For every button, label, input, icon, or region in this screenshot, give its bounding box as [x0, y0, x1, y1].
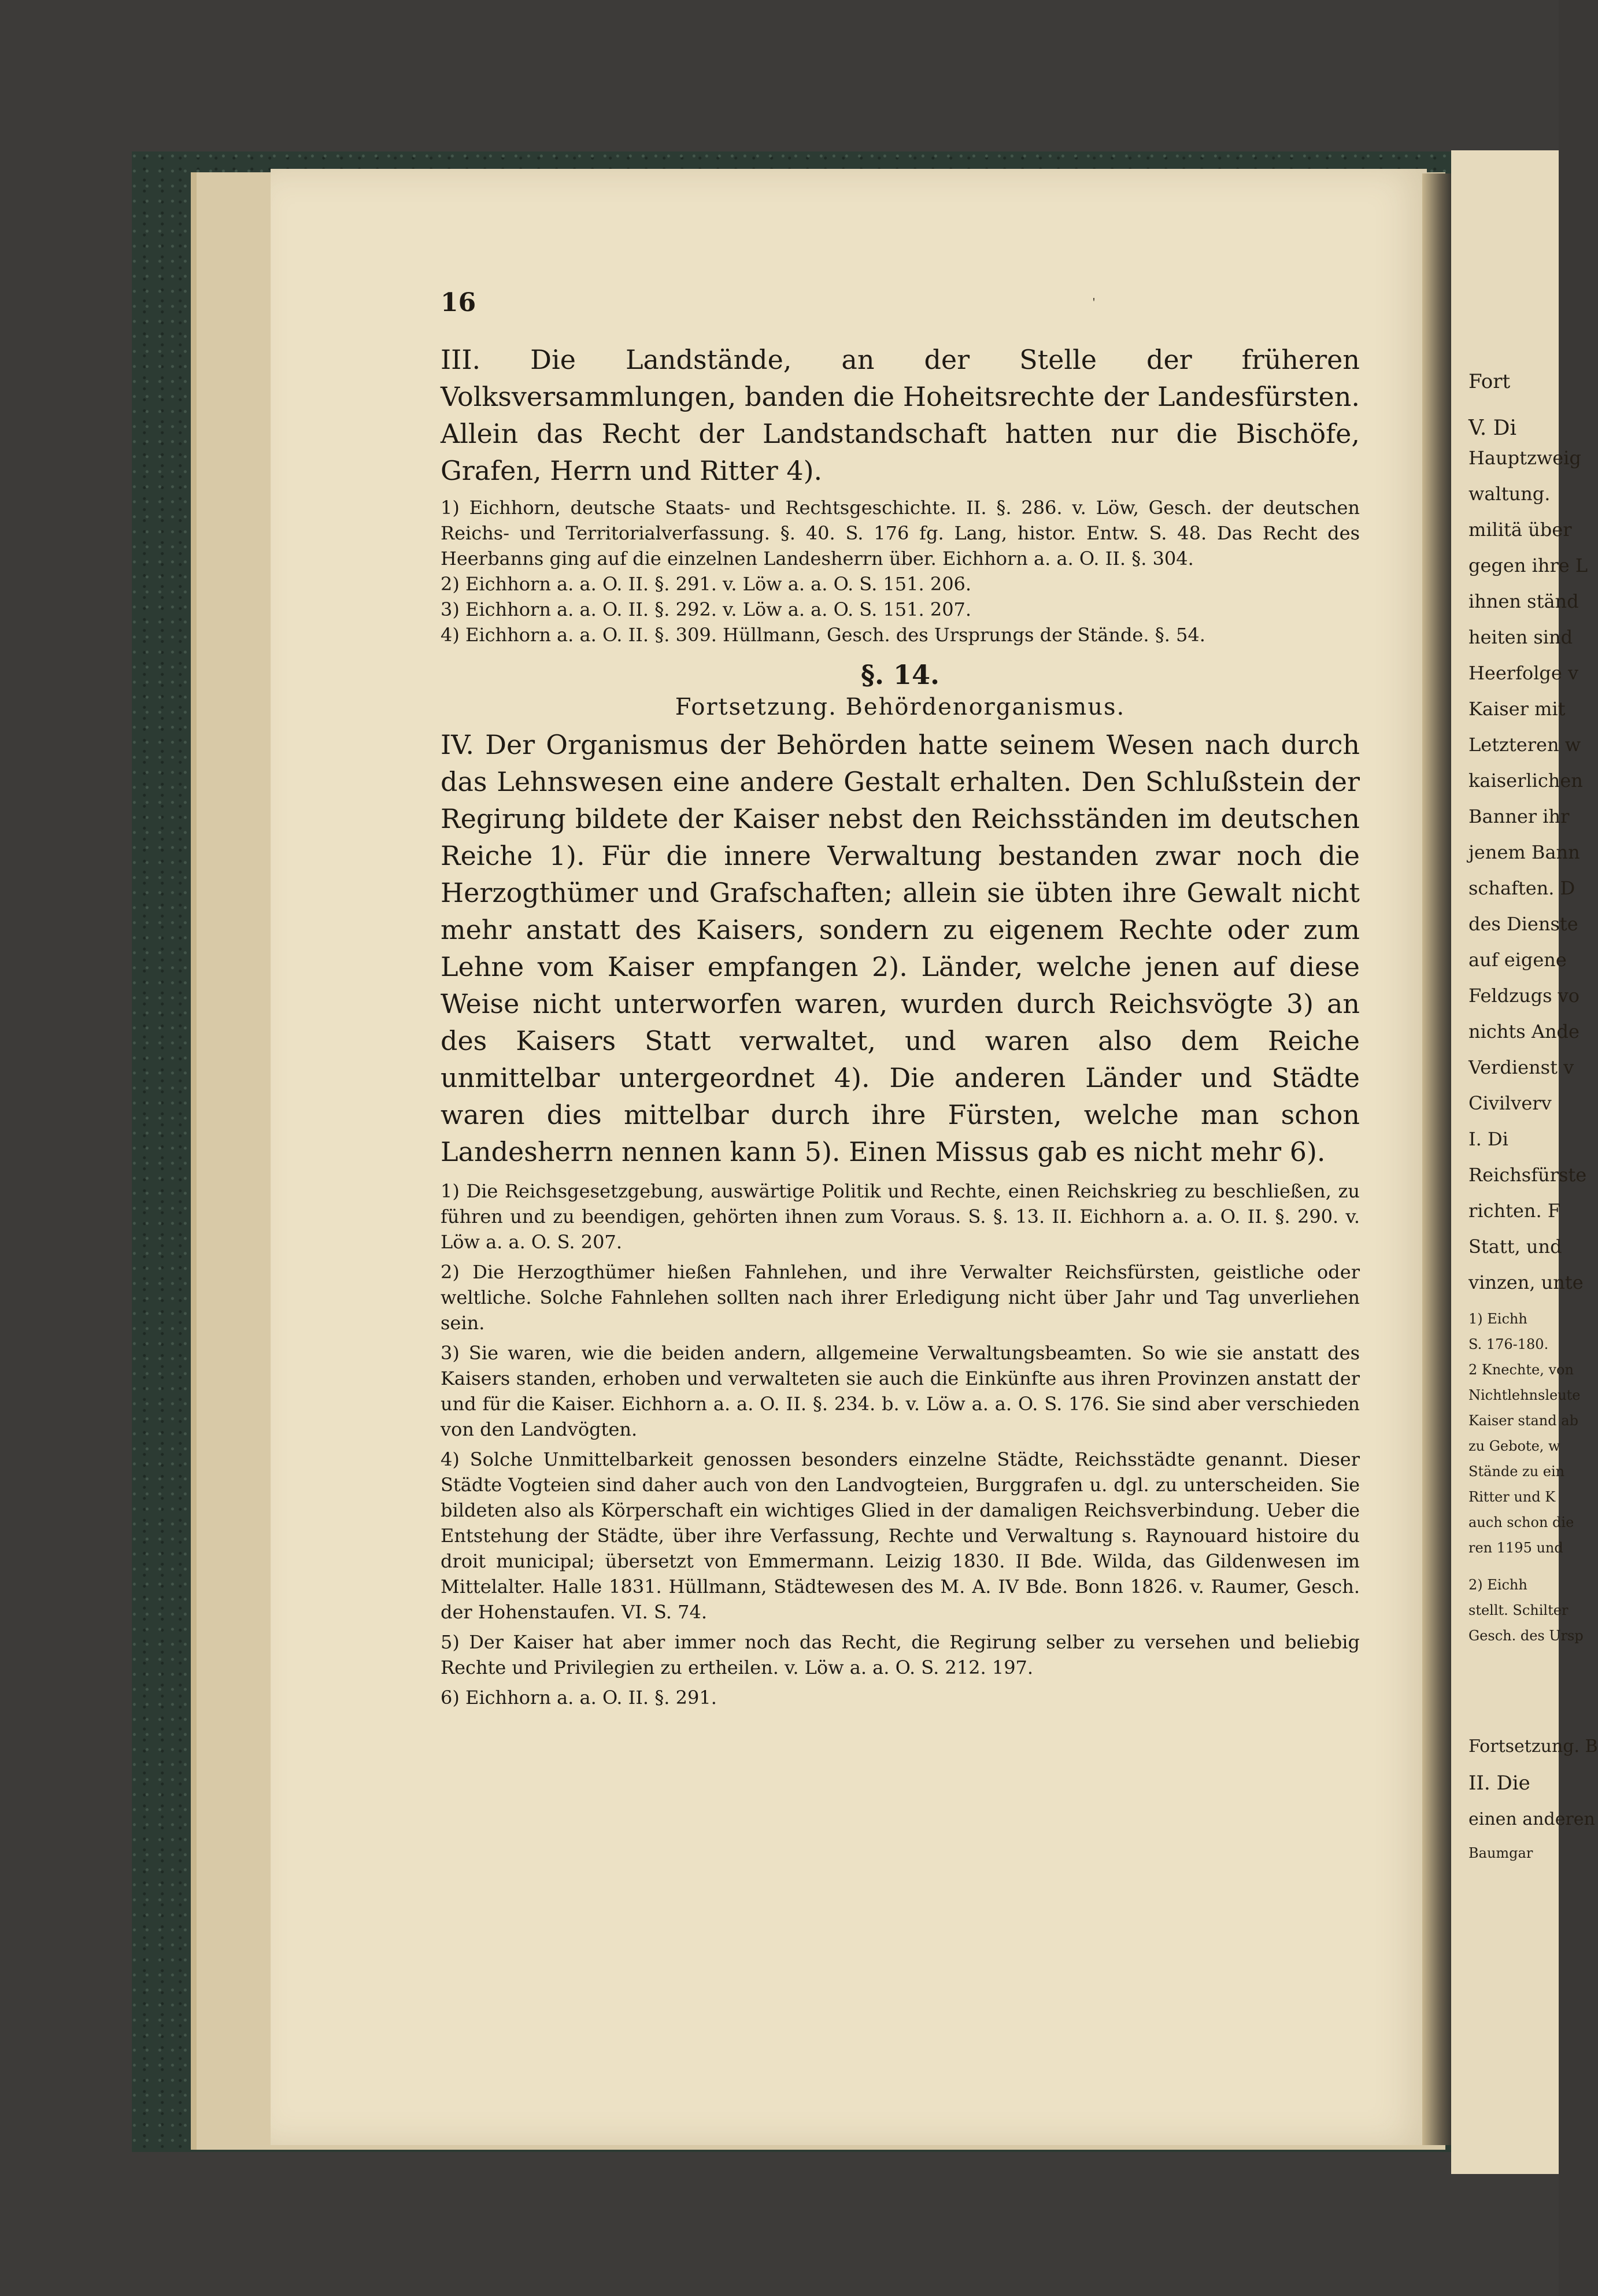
footnote: 2) Eichhorn a. a. O. II. §. 291. v. Löw a. a. O. S. 151. 206.	[441, 573, 972, 595]
footnote: 4) Eichhorn a. a. O. II. §. 309. Hüllmann, Gesch. des Ursprungs der Stände. §. 54.	[441, 624, 1205, 646]
right-fragment: militä über	[1468, 519, 1572, 541]
page-text	[441, 341, 1360, 1715]
right-page-edge	[1451, 150, 1598, 2174]
right-fragment: Civilverv	[1468, 1092, 1552, 1114]
right-fragment: Ritter und K	[1468, 1489, 1556, 1505]
right-fragment: V. Di	[1468, 416, 1516, 440]
right-fragment: auf eigene	[1468, 949, 1567, 971]
right-fragment: waltung.	[1468, 483, 1551, 505]
right-fragment: jenem Bann	[1468, 841, 1580, 863]
right-fragment: Feldzugs vo	[1468, 985, 1579, 1007]
right-fragment: zu Gebote, w	[1468, 1438, 1560, 1454]
footnote: 4) Solche Unmittelbarkeit genossen besonders einzelne Städte, Reichsstädte genannt. Dieser Städte Vogteien sind daher auch von den Landvogteien, Burggrafen u. dgl. zu unterscheiden. Sie bildeten also als Körperschaft ein wichtiges Glied in der damaligen Reichsverbindung. Ueber die Entstehung der Städte, über ihre Verfassung, Rechte und Verwaltung s. Raynouard histoire du droit municipal; übersetzt von Emmermann. Leizig 1830. II Bde. Wilda, das Gildenwesen im Mittelalter. Halle 1831. Hüllmann, Städtewesen des M. A. IV Bde. Bonn 1826. v. Raumer, Gesch. der Hohenstaufen. VI. S. 74.	[441, 1448, 1360, 1623]
right-fragment: schaften. D	[1468, 877, 1575, 899]
footnote: 1) Eichhorn, deutsche Staats- und Rechtsgeschichte. II. §. 286. v. Löw, Gesch. der deutschen Reichs- und Territorialverfassung. §. 40. S. 176 fg. Lang, histor. Entw. S. 48. Das Recht des Heerbanns ging auf die einzelnen Landesherrn über. Eichhorn a. a. O. II. §. 304.	[441, 497, 1360, 570]
footnote: 6) Eichhorn a. a. O. II. §. 291.	[441, 1687, 717, 1709]
right-fragment: Gesch. des Ursp	[1468, 1628, 1584, 1644]
right-fragment: Fortsetzung. B	[1468, 1736, 1598, 1757]
right-fragment: Kaiser stand ab	[1468, 1413, 1578, 1429]
right-fragment: einen anderen	[1468, 1809, 1595, 1829]
right-fragment: Statt, und	[1468, 1236, 1562, 1258]
right-fragment: 2 Knechte, von	[1468, 1362, 1574, 1378]
right-fragment: Letzteren w	[1468, 734, 1581, 756]
right-fragment: kaiserlichen	[1468, 770, 1583, 792]
right-fragment: Baumgar	[1468, 1845, 1533, 1861]
right-fragment: Nichtlehnsleute	[1468, 1387, 1581, 1403]
right-fragment: gegen ihre L	[1468, 554, 1588, 576]
right-fragment: nichts Ande	[1468, 1021, 1579, 1042]
right-fragment: Hauptzweig	[1468, 447, 1581, 469]
footnote: 3) Eichhorn a. a. O. II. §. 292. v. Löw a. a. O. S. 151. 207.	[441, 598, 972, 620]
ink-speck: '	[1093, 295, 1095, 309]
footnotes-a	[441, 495, 1360, 648]
right-fragment: ihnen ständ	[1468, 590, 1579, 612]
footnotes-b	[441, 1178, 1360, 1710]
section-number: §. 14.	[860, 659, 940, 690]
right-fragment: stellt. Schilter	[1468, 1602, 1569, 1618]
footnote: 1) Die Reichsgesetzgebung, auswärtige Politik und Rechte, einen Reichskrieg zu beschließen, zu führen und zu beendigen, gehörten ihnen zum Voraus. S. §. 13. II. Eichhorn a. a. O. II. §. 290. v. Löw a. a. O. S. 207.	[441, 1180, 1360, 1253]
right-fragment: Verdienst v	[1468, 1056, 1574, 1078]
right-fragment: 1) Eichh	[1468, 1311, 1527, 1327]
right-fragment: Kaiser mit	[1468, 698, 1566, 720]
page-number: 16	[441, 288, 476, 317]
paragraph-iii: III. Die Landstände, an der Stelle der früheren Volksversammlungen, banden die Hoheitsrechte der Landesfürsten. Allein das Recht der Landstandschaft hatten nur die Bischöfe, Grafen, Herrn und Ritter 4).	[441, 344, 1360, 486]
footnote: 2) Die Herzogthümer hießen Fahnlehen, und ihre Verwalter Reichsfürsten, geistliche oder weltliche. Solche Fahnlehen sollten nach ihrer Erledigung nicht über Jahr und Tag unverliehen sein.	[441, 1261, 1360, 1334]
right-fragment: heiten sind	[1468, 626, 1573, 648]
footnote: 3) Sie waren, wie die beiden andern, allgemeine Verwaltungsbeamten. So wie sie anstatt des Kaisers standen, erhoben und verwalteten sie auch die Einkünfte aus ihren Provinzen anstatt der und für die Kaiser. Eichhorn a. a. O. II. §. 234. b. v. Löw a. a. O. S. 176. Sie sind aber verschieden von den Landvögten.	[441, 1342, 1360, 1440]
right-fragment: 2) Eichh	[1468, 1577, 1527, 1593]
right-fragment: S. 176-180.	[1468, 1336, 1549, 1352]
footnote: 5) Der Kaiser hat aber immer noch das Recht, die Regirung selber zu versehen und beliebig Rechte und Privilegien zu ertheilen. v. Löw a. a. O. S. 212. 197.	[441, 1631, 1360, 1678]
paragraph-iv: IV. Der Organismus der Behörden hatte seinem Wesen nach durch das Lehnswesen eine andere Gestalt erhalten. Den Schlußstein der Regirung bildete der Kaiser nebst den Reichsständen im deutschen Reiche 1). Für die innere Verwaltung bestanden zwar noch die Herzogthümer und Grafschaften; allein sie übten ihre Gewalt nicht mehr anstatt des Kaisers, sondern zu eigenem Rechte oder zum Lehne vom Kaiser empfangen 2). Länder, welche jenen auf diese Weise nicht unterworfen waren, wurden durch Reichsvögte 3) an des Kaisers Statt verwaltet, und waren also dem Reiche unmittelbar untergeordnet 4). Die anderen Länder und Städte waren dies mittelbar durch ihre Fürsten, welche man schon Landesherrn nennen kann 5). Einen Missus gab es nicht mehr 6).	[441, 729, 1360, 1167]
right-fragment: des Dienste	[1468, 913, 1578, 935]
right-fragment: ren 1195 und	[1468, 1540, 1563, 1556]
right-fragment: Fort	[1468, 370, 1511, 393]
right-fragment: Banner ihr	[1468, 805, 1570, 827]
right-fragment: II. Die	[1468, 1772, 1530, 1795]
book-gutter	[1422, 173, 1451, 2145]
right-fragment: vinzen, unte	[1468, 1271, 1584, 1293]
right-fragment: auch schon die	[1468, 1514, 1574, 1530]
right-fragment: richten. F	[1468, 1200, 1561, 1222]
right-fragment: Reichsfürste	[1468, 1164, 1587, 1186]
right-fragment: Stände zu ein	[1468, 1463, 1565, 1480]
right-fragment: Heerfolge v	[1468, 662, 1579, 684]
right-fragment: I. Di	[1468, 1128, 1508, 1150]
section-title: Fortsetzung. Behördenorganismus.	[675, 694, 1126, 720]
